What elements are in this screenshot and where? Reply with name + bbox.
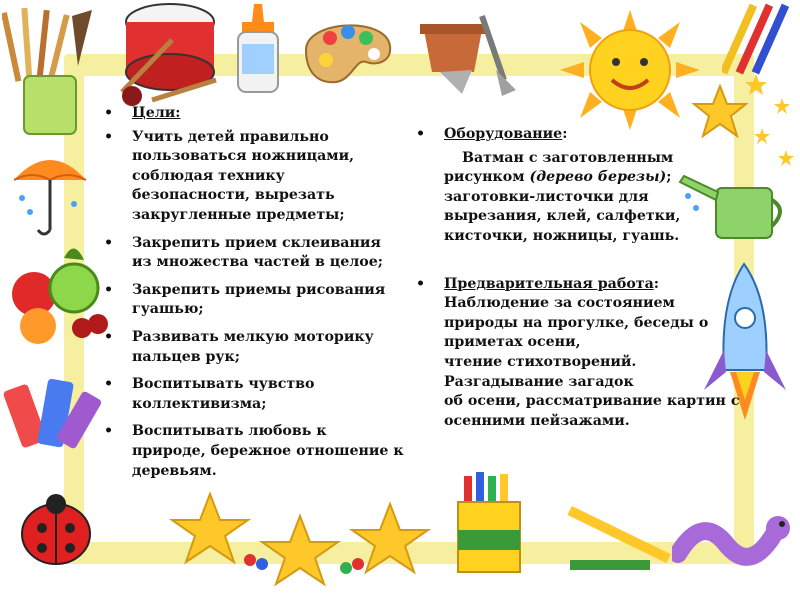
equipment-text-start: Ватман с заготовленным рисунком	[444, 149, 674, 186]
crayon-box-icon	[452, 472, 532, 582]
fruits-icon	[4, 238, 114, 348]
goals-section	[104, 104, 404, 489]
prep-line: чтение стихотворений.	[444, 353, 637, 370]
goal-item: • Учить детей правильно пользоваться ножницами, соблюдая технику безопасности, вырезать закругленные предметы;	[104, 128, 404, 226]
equipment-text	[444, 149, 744, 247]
ladybug-icon	[14, 488, 98, 568]
goal-item: • Развивать мелкую моторику пальцев рук;	[104, 328, 404, 367]
equipment-text-italic: (дерево березы)	[529, 169, 667, 186]
equipment-colon: :	[562, 126, 568, 142]
worm-icon	[672, 494, 796, 574]
goals-list	[104, 128, 404, 482]
paint-tubes-icon	[2, 366, 102, 466]
sparkle-stars-icon	[742, 68, 800, 178]
prep-line: об осени, рассматривание картин с осенними пейзажами.	[444, 393, 740, 429]
goal-item: • Воспитывать любовь к природе, бережное отношение к деревьям.	[104, 422, 404, 481]
paint-palette-icon	[296, 10, 396, 90]
sun-icon	[560, 10, 700, 130]
drum-icon	[112, 0, 222, 110]
prep-heading: Предварительная работа	[444, 275, 654, 292]
umbrella-icon	[8, 140, 92, 240]
paint-brushes-cup-icon	[2, 6, 112, 136]
prep-heading-row	[416, 275, 744, 295]
goal-item: • Закрепить прием склеивания из множества частей в целое;	[104, 234, 404, 273]
prep-line: Разгадывание загадок	[444, 373, 634, 390]
pencils-bottom-icon	[560, 500, 680, 590]
glue-bottle-icon	[228, 0, 288, 96]
equipment-text-end: ; заготовки-листочки для вырезания, клей, салфетки, кисточки, ножницы, гуашь.	[444, 169, 681, 244]
flower-pot-tools-icon	[412, 10, 522, 100]
equipment-section	[444, 125, 744, 431]
stars-bead-string-icon	[150, 490, 450, 600]
goal-item: • Воспитывать чувство коллективизма;	[104, 375, 404, 414]
goals-heading: Цели:	[132, 105, 181, 121]
equipment-heading-row	[416, 125, 744, 145]
goals-heading-row	[104, 104, 404, 124]
equipment-heading: Оборудование	[444, 126, 563, 142]
goal-item: • Закрепить приемы рисования гуашью;	[104, 281, 404, 320]
prep-line: Наблюдение за состоянием природы на прогулке, беседы о приметах осени,	[444, 295, 709, 351]
prep-colon: :	[653, 275, 660, 292]
